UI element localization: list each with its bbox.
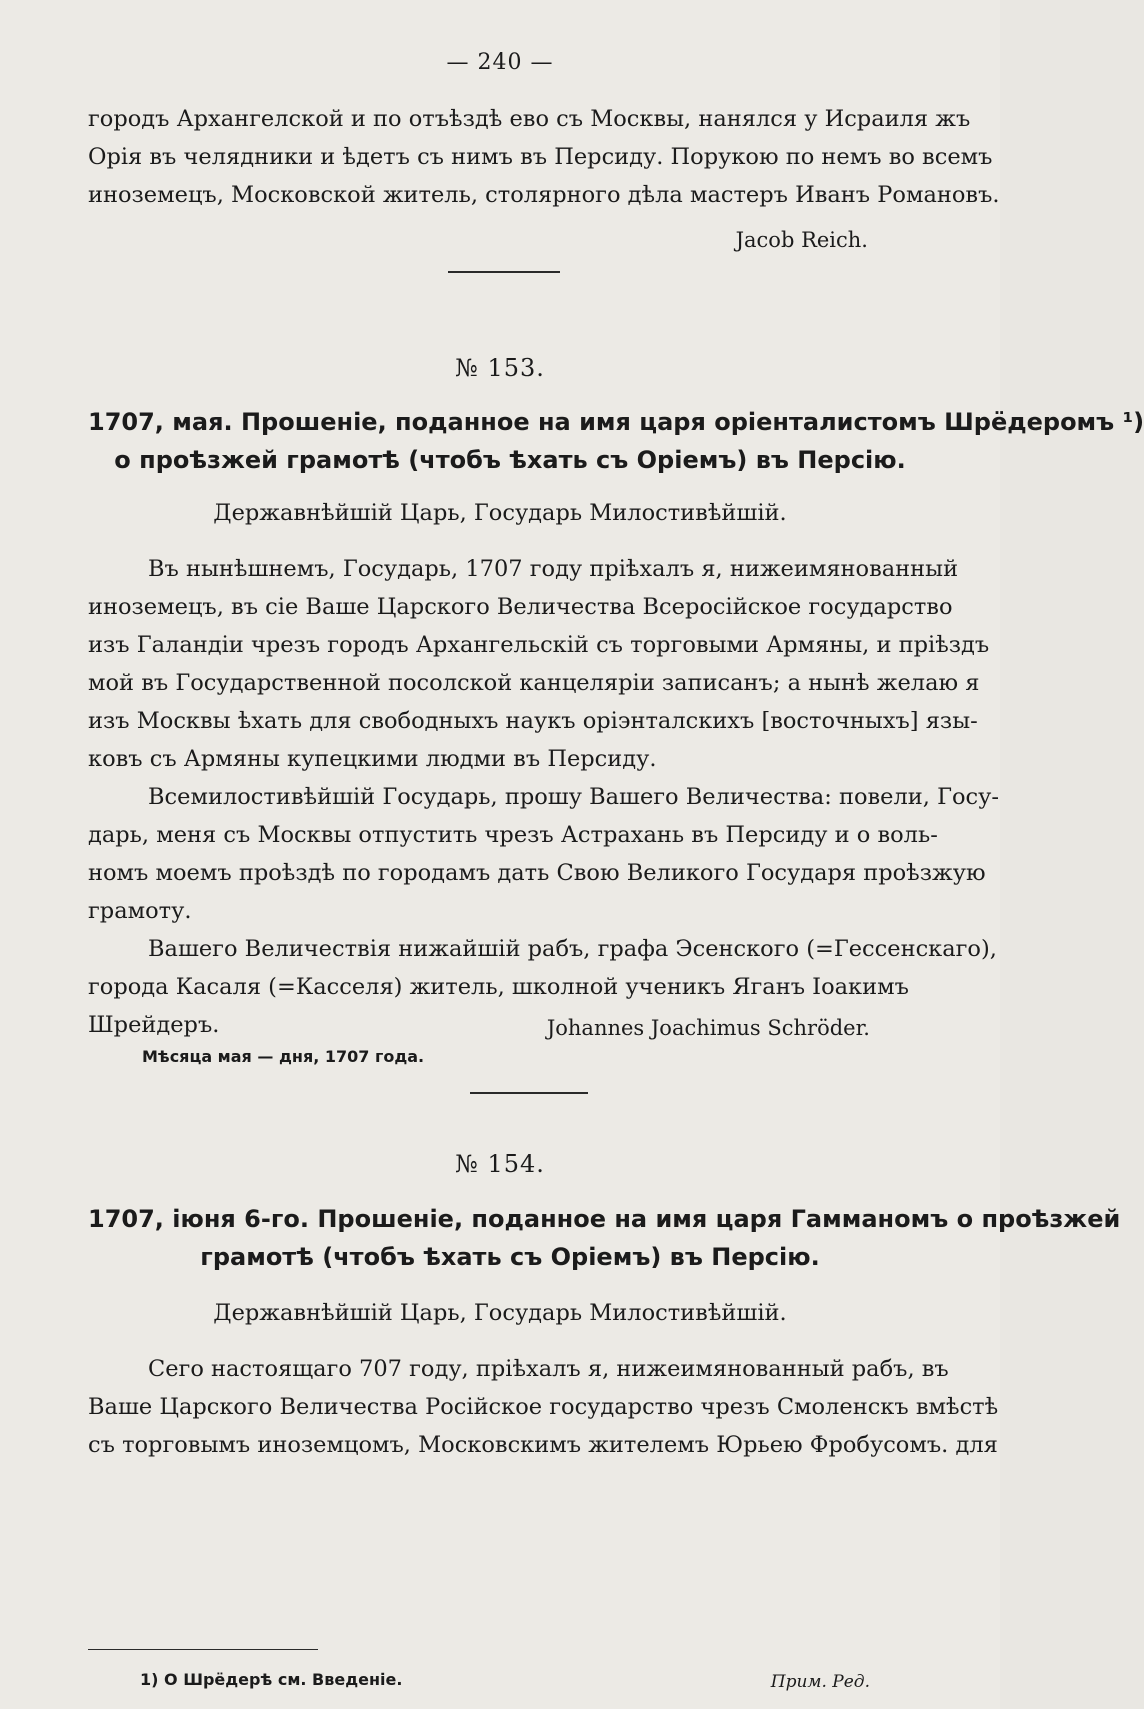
- text-line: Ваше Царского Величества Російское государство чрезъ Смоленскъ вмѣстѣ: [88, 1394, 999, 1420]
- text-line: городъ Архангелской и по отъѣздѣ ево съ Москвы, нанялся у Исраиля жъ: [88, 106, 971, 132]
- text-line: Въ нынѣшнемъ, Государь, 1707 году пріѣхалъ я, нижеимянованный: [148, 556, 959, 582]
- text-line: дарь, меня съ Москвы отпустить чрезъ Астрахань въ Персиду и о воль-: [88, 822, 938, 848]
- intro-paragraph: [88, 100, 1000, 214]
- footnote: 1) О Шрёдерѣ см. Введеніе.: [140, 1670, 403, 1689]
- page-number: — 240 —: [446, 50, 554, 75]
- text-line: иноземецъ, въ сіе Ваше Царского Величества Всеросійское государство: [88, 594, 953, 620]
- text-line: съ торговымъ иноземцомъ, Московскимъ жителемъ Юрьею Фробусомъ. для: [88, 1432, 998, 1458]
- text-line: изъ Москвы ѣхать для свободныхъ наукъ оріэнталскихъ [восточныхъ] язы-: [88, 708, 978, 734]
- text-line: Шрейдеръ.: [88, 1012, 220, 1038]
- text-line: мой въ Государственной посолской канцеляріи записанъ; а нынѣ желаю я: [88, 670, 980, 696]
- text-line: номъ моемъ проѣздѣ по городамъ дать Свою Великого Государя проѣзжую: [88, 860, 986, 886]
- document-title-153: [88, 403, 1144, 479]
- body-154: [88, 1350, 999, 1464]
- title-line: грамотѣ (чтобъ ѣхать съ Оріемъ) въ Персію.: [200, 1243, 820, 1271]
- footnote-editor-note: Прим. Ред.: [770, 1672, 870, 1692]
- text-line: ковъ съ Армяны купецкими людми въ Персиду.: [88, 746, 657, 772]
- body-153: [88, 550, 999, 1044]
- title-line: 1707, мая. Прошеніе, поданное на имя царя оріенталистомъ Шрёдеромъ ¹): [88, 408, 1144, 436]
- intro-signature: Jacob Reich.: [735, 228, 868, 252]
- document-number-153: № 153.: [455, 354, 545, 382]
- text-line: иноземецъ, Московской житель, столярного дѣла мастеръ Иванъ Романовъ.: [88, 182, 1000, 208]
- document-title-154: [88, 1200, 1121, 1276]
- footnote-divider: [88, 1649, 318, 1650]
- title-line: о проѣзжей грамотѣ (чтобъ ѣхать съ Оріемъ) въ Персію.: [114, 446, 906, 474]
- text-line: изъ Галандіи чрезъ городъ Архангельскій съ торговыми Армяны, и пріѣздъ: [88, 632, 990, 658]
- text-line: грамоту.: [88, 898, 192, 924]
- document-number-154: № 154.: [455, 1150, 545, 1178]
- text-line: Всемилостивѣйшій Государь, прошу Вашего Величества: повели, Госу-: [148, 784, 999, 810]
- address-line-154: Державнѣйшій Царь, Государь Милостивѣйшій.: [213, 1300, 787, 1326]
- title-line: 1707, іюня 6-го. Прошеніе, поданное на имя царя Гамманомъ о проѣзжей: [88, 1205, 1121, 1233]
- text-line: Вашего Величествія нижайшій рабъ, графа Эсенского (=Гессенскаго),: [148, 936, 997, 962]
- address-line-153: Державнѣйшій Царь, Государь Милостивѣйшій.: [213, 500, 787, 526]
- date-line-153: Мѣсяца мая — дня, 1707 года.: [142, 1047, 425, 1066]
- section-divider: [448, 271, 560, 273]
- text-line: города Касаля (=Касселя) житель, школной ученикъ Яганъ Іоакимъ: [88, 974, 909, 1000]
- text-line: Орія въ челядники и ѣдетъ съ нимъ въ Персиду. Порукою по немъ во всемъ: [88, 144, 993, 170]
- signature-153: Johannes Joachimus Schröder.: [546, 1016, 870, 1040]
- text-line: Сего настоящаго 707 году, пріѣхалъ я, нижеимянованный рабъ, въ: [148, 1356, 949, 1382]
- section-divider: [470, 1092, 588, 1094]
